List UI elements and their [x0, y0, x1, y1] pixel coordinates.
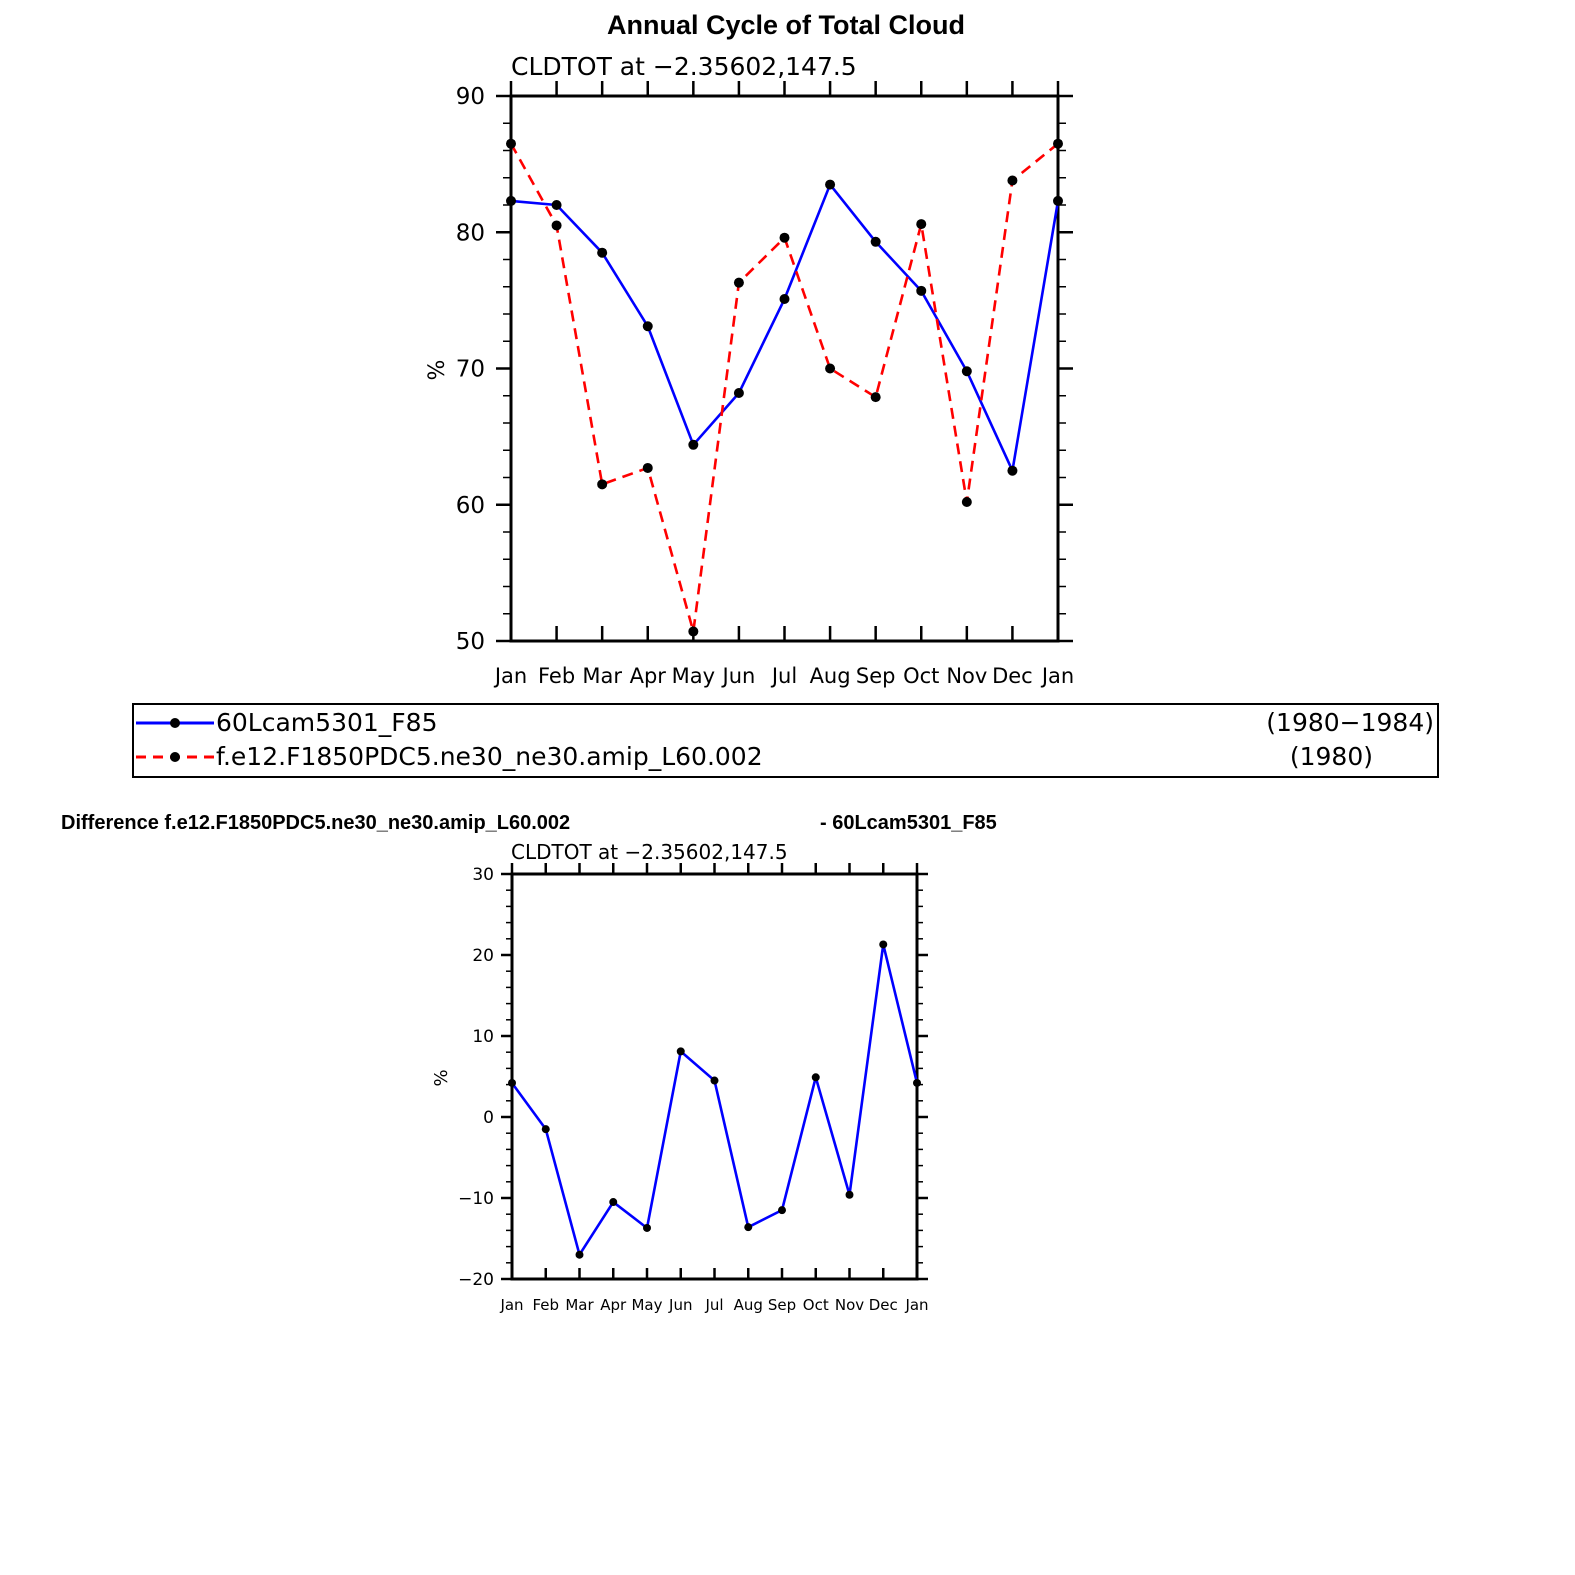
difference-chart-ytick-label: 30	[472, 864, 494, 885]
top-chart-xtick-label: Jan	[494, 664, 528, 688]
difference-chart-subtitle: CLDTOT at −2.35602,147.5	[511, 840, 788, 864]
difference-chart-point	[508, 1079, 516, 1087]
difference-chart-xtick-label: Aug	[733, 1296, 763, 1314]
difference-chart-point	[778, 1206, 786, 1214]
legend	[133, 704, 1438, 777]
top-chart-series-line-0	[511, 185, 1058, 471]
difference-chart-xtick-label: Feb	[532, 1296, 560, 1314]
top-chart-point	[688, 440, 698, 450]
difference-chart-ylabel: %	[431, 1069, 452, 1087]
difference-chart-point	[846, 1191, 854, 1199]
top-chart-xtick-label: Jul	[771, 664, 798, 688]
top-chart-point	[552, 200, 562, 210]
difference-chart-frame	[512, 874, 917, 1279]
difference-chart-xtick-label: Jun	[669, 1296, 693, 1314]
legend-label-blue: 60Lcam5301_F85	[216, 708, 438, 737]
top-chart-ytick-label: 90	[455, 84, 485, 111]
difference-chart-point	[643, 1224, 651, 1232]
difference-chart-ytick-label: 0	[483, 1107, 494, 1128]
legend-period-blue: (1980−1984)	[1266, 708, 1434, 737]
top-chart-point	[734, 278, 744, 288]
top-chart-point	[780, 294, 790, 304]
top-chart	[425, 52, 1074, 688]
difference-chart-xtick-label: Dec	[868, 1296, 898, 1314]
top-chart-xtick-label: Jun	[722, 664, 756, 688]
top-chart-point	[916, 219, 926, 229]
difference-chart-point	[609, 1198, 617, 1206]
diff-title-left: Difference f.e12.F1850PDC5.ne30_ne30.amip_L60.002	[61, 812, 571, 834]
top-chart-subtitle: CLDTOT at −2.35602,147.5	[511, 52, 857, 81]
top-chart-point	[871, 392, 881, 402]
top-chart-ytick-label: 70	[455, 356, 485, 383]
difference-chart-xtick-label: Jan	[500, 1296, 524, 1314]
difference-chart-xtick-label: Mar	[565, 1296, 594, 1314]
top-chart-point	[916, 286, 926, 296]
difference-chart	[431, 840, 929, 1314]
legend-marker-red	[170, 752, 180, 762]
main-title: Annual Cycle of Total Cloud	[606, 10, 966, 40]
difference-chart-point	[879, 940, 887, 948]
top-chart-point	[734, 388, 744, 398]
diff-title-right: - 60Lcam5301_F85	[820, 812, 997, 834]
top-chart-point	[962, 366, 972, 376]
difference-chart-ytick-label: 20	[472, 945, 494, 966]
difference-chart-point	[812, 1073, 820, 1081]
difference-chart-ytick-label: −20	[458, 1269, 494, 1290]
difference-chart-xtick-label: Jul	[705, 1296, 724, 1314]
top-chart-point	[643, 321, 653, 331]
top-chart-xtick-label: Sep	[855, 664, 896, 688]
top-chart-xtick-label: Dec	[992, 664, 1033, 688]
difference-chart-ytick-label: −10	[458, 1188, 494, 1209]
top-chart-point	[597, 248, 607, 258]
top-chart-ytick-label: 80	[455, 220, 485, 247]
top-chart-point	[962, 497, 972, 507]
legend-label-red: f.e12.F1850PDC5.ne30_ne30.amip_L60.002	[216, 742, 763, 771]
top-chart-point	[643, 463, 653, 473]
difference-chart-point	[744, 1223, 752, 1231]
top-chart-point	[688, 626, 698, 636]
difference-chart-xtick-label: Oct	[802, 1296, 829, 1314]
difference-chart-point	[711, 1077, 719, 1085]
difference-chart-xtick-label: Sep	[767, 1296, 797, 1314]
top-chart-point	[506, 139, 516, 149]
top-chart-xtick-label: Oct	[903, 664, 940, 688]
difference-chart-xtick-label: Jan	[905, 1296, 929, 1314]
difference-chart-xtick-label: Nov	[834, 1296, 865, 1314]
top-chart-ylabel: %	[425, 359, 450, 381]
difference-chart-xtick-label: May	[631, 1296, 663, 1314]
top-chart-point	[1053, 139, 1063, 149]
top-chart-point	[1007, 466, 1017, 476]
top-chart-point	[825, 364, 835, 374]
difference-chart-series-line-0	[512, 944, 917, 1254]
legend-period-red: (1980)	[1289, 742, 1373, 771]
top-chart-point	[780, 233, 790, 243]
difference-chart-point	[542, 1125, 550, 1133]
top-chart-frame	[511, 96, 1058, 641]
top-chart-point	[1007, 175, 1017, 185]
top-chart-xtick-label: Nov	[946, 664, 988, 688]
top-chart-xtick-label: Aug	[809, 664, 851, 688]
top-chart-point	[506, 196, 516, 206]
top-chart-point	[825, 180, 835, 190]
top-chart-point	[871, 237, 881, 247]
legend-marker-blue	[170, 718, 180, 728]
top-chart-series-line-1	[511, 144, 1058, 632]
difference-chart-xtick-label: Apr	[600, 1296, 627, 1314]
top-chart-point	[597, 479, 607, 489]
difference-chart-point	[576, 1251, 584, 1259]
top-chart-ytick-label: 60	[455, 492, 485, 519]
top-chart-xtick-label: Apr	[629, 664, 666, 688]
top-chart-xtick-label: Mar	[582, 664, 622, 688]
top-chart-ytick-label: 50	[455, 629, 485, 656]
top-chart-xtick-label: Jan	[1041, 664, 1075, 688]
top-chart-xtick-label: Feb	[537, 664, 576, 688]
top-chart-point	[1053, 196, 1063, 206]
difference-chart-point	[913, 1079, 921, 1087]
top-chart-point	[552, 220, 562, 230]
top-chart-xtick-label: May	[671, 664, 716, 688]
difference-chart-point	[677, 1047, 685, 1055]
difference-chart-ytick-label: 10	[472, 1026, 494, 1047]
